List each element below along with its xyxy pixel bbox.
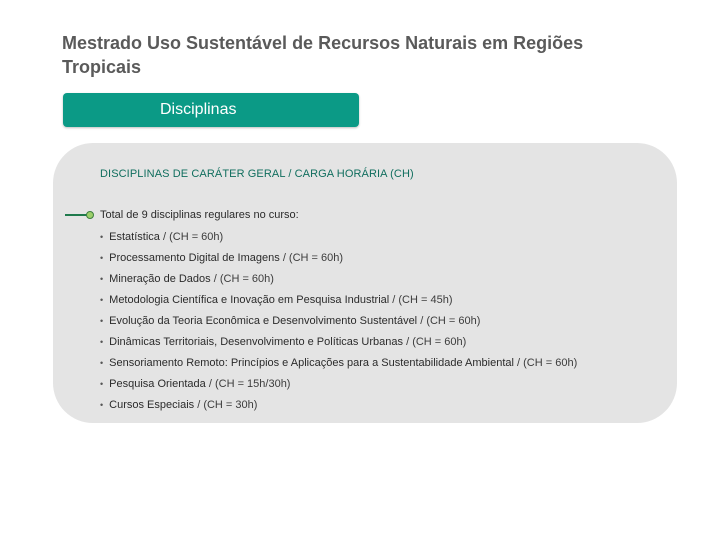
list-item — [100, 356, 577, 377]
bullet-icon: • — [100, 295, 104, 305]
course-name: Processamento Digital de Imagens — [109, 252, 280, 264]
bullet-icon: • — [100, 337, 104, 347]
bullet-icon: • — [100, 358, 104, 368]
connector-dot-icon — [86, 211, 94, 219]
bullet-icon: • — [100, 232, 104, 242]
course-name: Cursos Especiais — [109, 399, 195, 411]
course-name: Metodologia Científica e Inovação em Pesquisa Industrial — [109, 294, 390, 306]
bullet-icon: • — [100, 253, 104, 263]
course-hours: / (CH = 60h) — [213, 273, 274, 285]
course-hours: / (CH = 60h) — [162, 231, 224, 243]
bullet-icon: • — [100, 379, 104, 389]
bullet-icon: • — [100, 400, 104, 410]
list-item — [100, 398, 577, 419]
course-hours: / (CH = 60h) — [282, 252, 344, 264]
course-hours: / (CH = 60h) — [406, 336, 467, 348]
course-name: Mineração de Dados — [109, 273, 211, 285]
course-hours: / (CH = 60h) — [517, 357, 578, 369]
course-name: Dinâmicas Territoriais, Desenvolvimento e Políticas Urbanas — [109, 336, 404, 348]
list-item — [100, 335, 577, 356]
tab-label: Disciplinas — [160, 101, 237, 118]
bullet-icon: • — [100, 316, 104, 326]
course-hours: / (CH = 15h/30h) — [208, 378, 291, 390]
list-item — [100, 272, 577, 293]
course-name: Sensoriamento Remoto: Princípios e Aplicações para a Sustentabilidade Ambiental — [109, 357, 514, 369]
bullet-icon: • — [100, 274, 104, 284]
course-hours: / (CH = 45h) — [392, 294, 453, 306]
page-title: Mestrado Uso Sustentável de Recursos Naturais em Regiões Tropicais — [62, 33, 584, 77]
total-courses-text: Total de 9 disciplinas regulares no curso: — [100, 209, 299, 221]
list-item — [100, 251, 577, 272]
list-item — [100, 377, 577, 398]
course-hours: / (CH = 60h) — [420, 315, 481, 327]
course-list — [100, 230, 577, 419]
course-hours: / (CH = 30h) — [197, 399, 258, 411]
list-item — [100, 293, 577, 314]
course-name: Pesquisa Orientada — [109, 378, 206, 390]
section-heading: DISCIPLINAS DE CARÁTER GERAL / CARGA HORÁRIA (CH) — [100, 168, 414, 180]
list-item — [100, 314, 577, 335]
list-item — [100, 230, 577, 251]
course-name: Estatística — [109, 231, 160, 243]
tab-disciplinas[interactable] — [63, 93, 359, 127]
course-name: Evolução da Teoria Econômica e Desenvolvimento Sustentável — [109, 315, 418, 327]
